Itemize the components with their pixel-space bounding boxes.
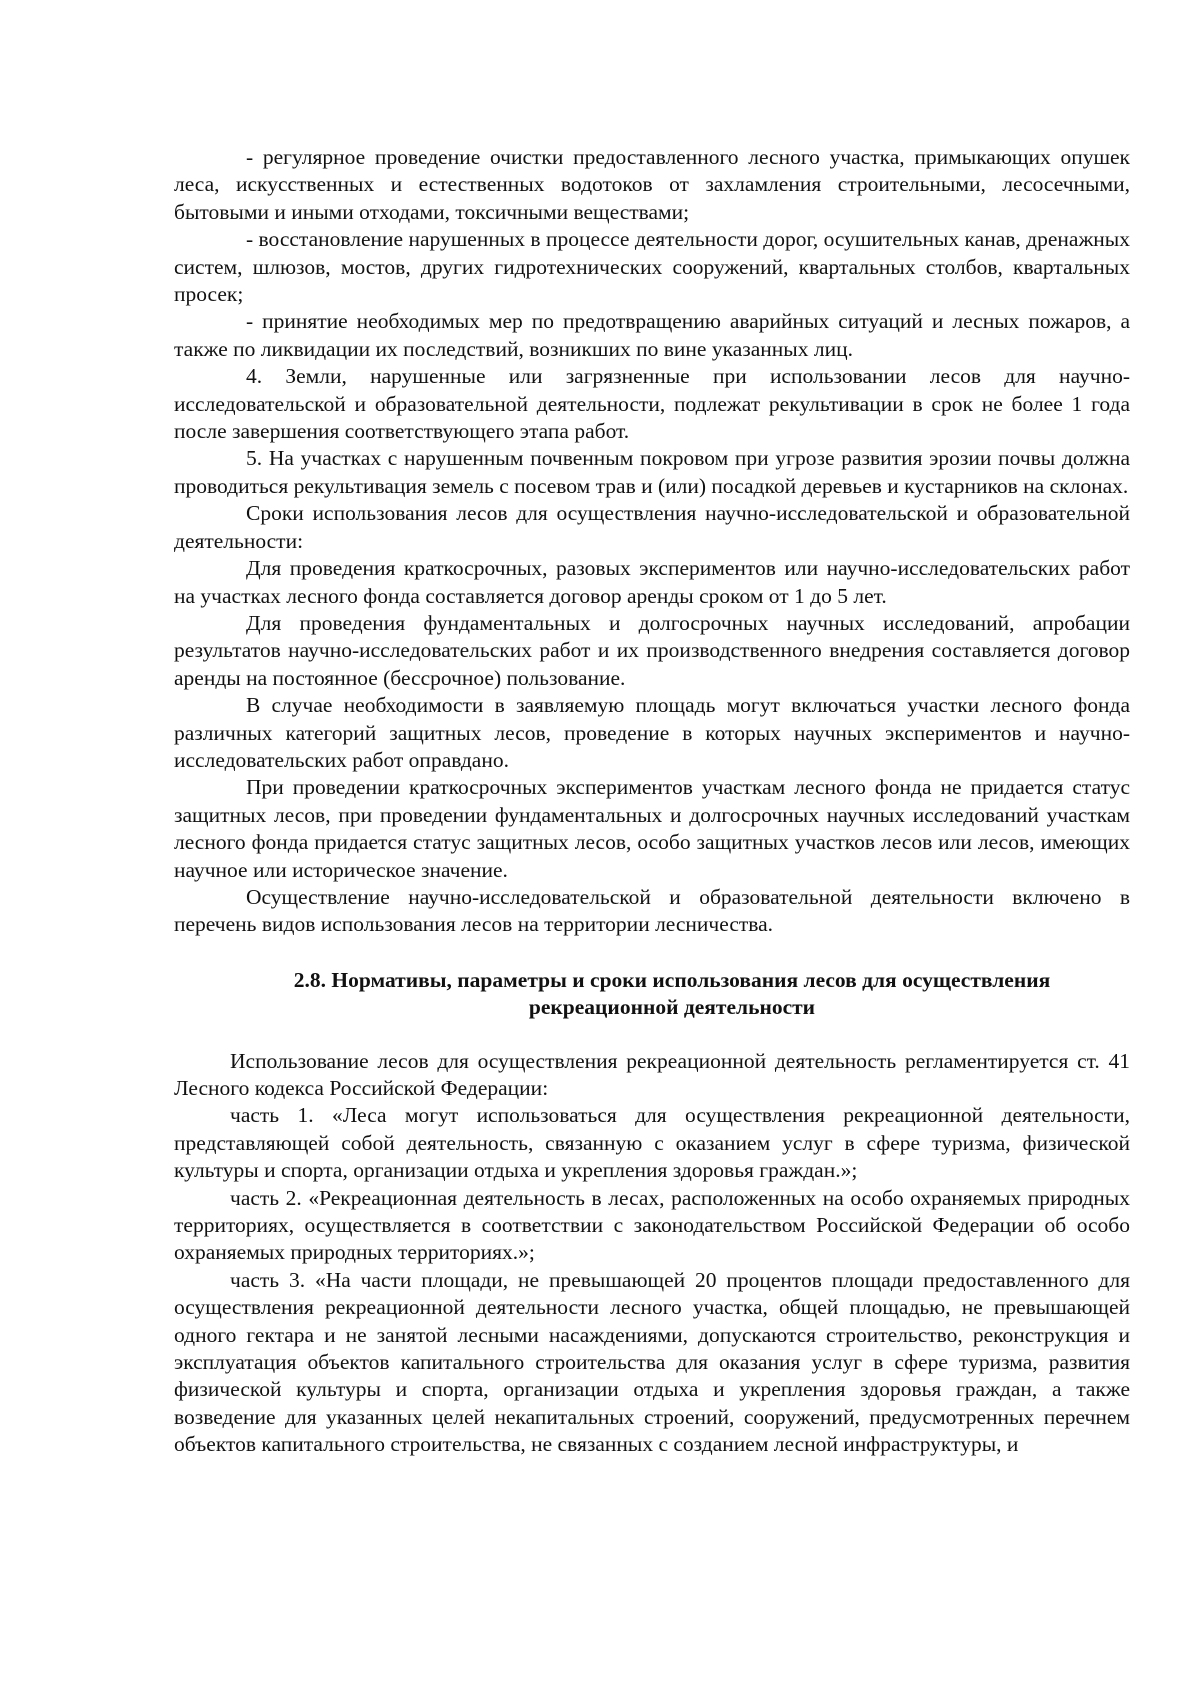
paragraph-restoration: - восстановление нарушенных в процессе деятельности дорог, осушительных канав, дренажных систем, шлюзов, мостов, других гидротехнических сооружений, квартальных столбов, квартальных просек;	[174, 227, 1130, 307]
spacer	[174, 1022, 1130, 1048]
paragraph-part-2: часть 2. «Рекреационная деятельность в лесах, расположенных на особо охраняемых природных территориях, осуществляется в соответствии с законодательством Российской Федерации об особо охраняемых природных территориях.»;	[174, 1185, 1130, 1265]
paragraph-short-term: Для проведения краткосрочных, разовых экспериментов или научно-исследовательских работ на участках лесного фонда составляется договор аренды сроком от 1 до 5 лет.	[174, 556, 1130, 608]
paragraph-cleaning: - регулярное проведение очистки предоставленного лесного участка, примыкающих опушек леса, искусственных и естественных водотоков от захламления строительными, лесосечными, бытовыми и иными отходами, токсичными веществами;	[174, 145, 1130, 224]
paragraph-protective-forests: В случае необходимости в заявляемую площадь могут включаться участки лесного фонда различных категорий защитных лесов, проведение в которых научных экспериментов и научно-исследовательских работ оправдано.	[174, 693, 1130, 772]
paragraph-long-term: Для проведения фундаментальных и долгосрочных научных исследований, апробации результатов научно-исследовательских работ и их производственного внедрения составляется договор аренды на постоянное (бессрочное) пользование.	[174, 610, 1130, 690]
paragraph-item-4: 4. Земли, нарушенные или загрязненные при использовании лесов для научно-исследовательской и образовательной деятельности, подлежат рекультивации в срок не более 1 года после завершения соответствующего этапа работ.	[174, 364, 1130, 444]
section-heading-line-1: 2.8. Нормативы, параметры и сроки использования лесов для осуществления	[293, 967, 1051, 992]
section-heading-line-2: рекреационной деятельности	[528, 995, 816, 1020]
spacer	[174, 939, 1130, 967]
document-page	[174, 144, 1130, 1459]
paragraph-item-5: 5. На участках с нарушенным почвенным покровом при угрозе развития эрозии почвы должна проводиться рекультивация земель с посевом трав и (или) посадкой деревьев и кустарников на склонах.	[174, 446, 1130, 498]
paragraph-terms-intro: Сроки использования лесов для осуществления научно-исследовательской и образовательной деятельности:	[174, 501, 1130, 553]
paragraph-recreation-intro: Использование лесов для осуществления рекреационной деятельность регламентируется ст. 41 Лесного кодекса Российской Федерации:	[174, 1048, 1130, 1100]
paragraph-status: При проведении краткосрочных экспериментов участкам лесного фонда не придается статус защитных лесов, при проведении фундаментальных и долгосрочных научных исследований участкам лесного фонда придается статус защитных лесов, особо защитных участков лесов или лесов, имеющих научное или историческое значение.	[174, 775, 1130, 882]
paragraph-part-1: часть 1. «Леса могут использоваться для осуществления рекреационной деятельности, представляющей собой деятельность, связанную с оказанием услуг в сфере туризма, физической культуры и спорта, организации отдыха и укрепления здоровья граждан.»;	[174, 1103, 1130, 1183]
paragraph-included: Осуществление научно-исследовательской и образовательной деятельности включено в перечень видов использования лесов на территории лесничества.	[174, 884, 1130, 937]
paragraph-fire-prevention: - принятие необходимых мер по предотвращению аварийных ситуаций и лесных пожаров, а также по ликвидации их последствий, возникших по вине указанных лиц.	[174, 309, 1130, 361]
paragraph-part-3: часть 3. «На части площади, не превышающей 20 процентов площади предоставленного для осуществления рекреационной деятельности лесного участка, общей площадью, не превышающей одного гектара и не занятой лесными насаждениями, допускаются строительство, реконструкция и эксплуатация объектов капитального строительства для оказания услуг в сфере туризма, развития физической культуры и спорта, организации отдыха и укрепления здоровья граждан, а также возведение для указанных целей некапитальных строений, сооружений, предусмотренных перечнем объектов капитального строительства, не связанных с созданием лесной инфраструктуры, и	[174, 1267, 1130, 1457]
